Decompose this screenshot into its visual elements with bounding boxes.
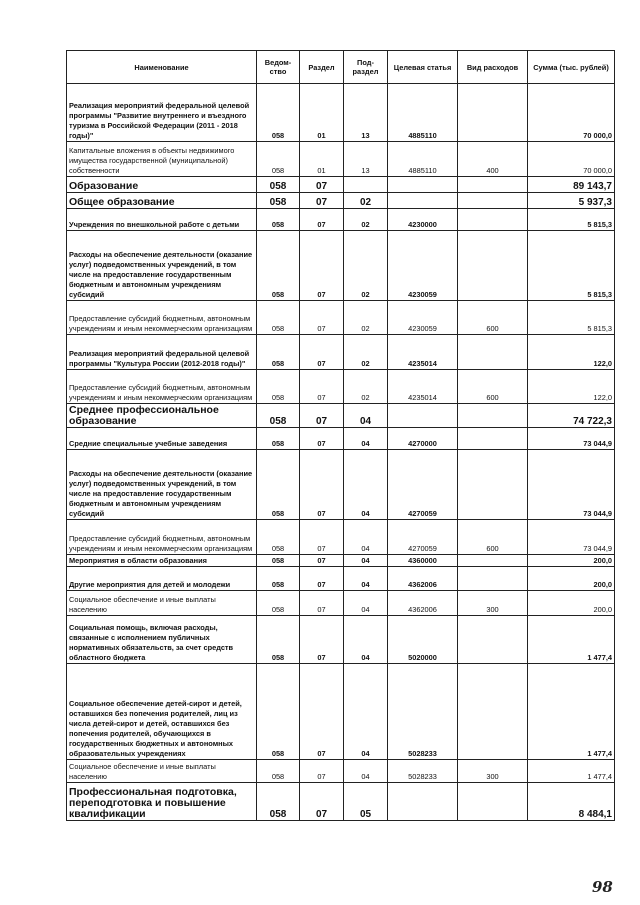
row-podrazdel-cell: 02 bbox=[344, 193, 388, 209]
row-vedomstvo-cell: 058 bbox=[257, 555, 300, 567]
row-vid-cell: 300 bbox=[458, 760, 528, 783]
row-vedomstvo-cell: 058 bbox=[257, 335, 300, 370]
row-razdel-cell: 01 bbox=[300, 84, 344, 142]
row-name-cell: Реализация мероприятий федеральной целевой программы "Развитие внутреннего и въездного туризма в Российской Федерации (2011 - 2018 годы)" bbox=[67, 84, 257, 142]
row-name-cell: Профессиональная подготовка, переподготовка и повышение квалификации bbox=[67, 783, 257, 821]
row-razdel-cell: 07 bbox=[300, 591, 344, 616]
row-summa-cell: 200,0 bbox=[528, 555, 615, 567]
row-summa-cell: 73 044,9 bbox=[528, 520, 615, 555]
row-podrazdel-cell: 04 bbox=[344, 616, 388, 664]
row-vedomstvo-cell: 058 bbox=[257, 520, 300, 555]
row-razdel-cell: 07 bbox=[300, 567, 344, 591]
row-tselevaya-cell bbox=[388, 177, 458, 193]
row-name-cell: Расходы на обеспечение деятельности (оказание услуг) подведомственных учреждений, в том числе на предоставление государственным бюджетным и автономным учреждениям субсидий bbox=[67, 231, 257, 301]
row-vid-cell bbox=[458, 404, 528, 428]
table-body bbox=[67, 84, 615, 821]
header-name: Наименование bbox=[67, 51, 257, 84]
table-row bbox=[67, 664, 615, 760]
table-row bbox=[67, 142, 615, 177]
row-razdel-cell: 07 bbox=[300, 231, 344, 301]
row-tselevaya-cell: 4885110 bbox=[388, 142, 458, 177]
row-vid-cell bbox=[458, 335, 528, 370]
row-summa-cell: 70 000,0 bbox=[528, 142, 615, 177]
row-tselevaya-cell: 4230059 bbox=[388, 301, 458, 335]
row-razdel-cell: 07 bbox=[300, 404, 344, 428]
row-razdel-cell: 07 bbox=[300, 177, 344, 193]
table-row bbox=[67, 567, 615, 591]
header-razdel: Раздел bbox=[300, 51, 344, 84]
row-summa-cell: 200,0 bbox=[528, 591, 615, 616]
row-summa-cell: 1 477,4 bbox=[528, 616, 615, 664]
row-tselevaya-cell bbox=[388, 783, 458, 821]
row-vid-cell bbox=[458, 193, 528, 209]
row-razdel-cell: 07 bbox=[300, 760, 344, 783]
table-row bbox=[67, 450, 615, 520]
table-row bbox=[67, 177, 615, 193]
row-vedomstvo-cell: 058 bbox=[257, 760, 300, 783]
row-vid-cell bbox=[458, 664, 528, 760]
row-razdel-cell: 07 bbox=[300, 193, 344, 209]
row-vedomstvo-cell: 058 bbox=[257, 450, 300, 520]
row-name-cell: Образование bbox=[67, 177, 257, 193]
row-summa-cell: 73 044,9 bbox=[528, 450, 615, 520]
row-vedomstvo-cell: 058 bbox=[257, 428, 300, 450]
row-summa-cell: 5 815,3 bbox=[528, 301, 615, 335]
row-name-cell: Общее образование bbox=[67, 193, 257, 209]
row-razdel-cell: 01 bbox=[300, 142, 344, 177]
row-vedomstvo-cell: 058 bbox=[257, 301, 300, 335]
row-summa-cell: 1 477,4 bbox=[528, 664, 615, 760]
row-name-cell: Социальное обеспечение и иные выплаты населению bbox=[67, 591, 257, 616]
row-tselevaya-cell: 4230059 bbox=[388, 231, 458, 301]
row-summa-cell: 5 815,3 bbox=[528, 231, 615, 301]
row-tselevaya-cell: 4362006 bbox=[388, 591, 458, 616]
row-vid-cell bbox=[458, 84, 528, 142]
row-razdel-cell: 07 bbox=[300, 664, 344, 760]
row-tselevaya-cell: 4270059 bbox=[388, 520, 458, 555]
row-tselevaya-cell: 4885110 bbox=[388, 84, 458, 142]
row-vedomstvo-cell: 058 bbox=[257, 370, 300, 404]
row-summa-cell: 70 000,0 bbox=[528, 84, 615, 142]
table-row bbox=[67, 404, 615, 428]
row-vedomstvo-cell: 058 bbox=[257, 209, 300, 231]
row-name-cell: Капитальные вложения в объекты недвижимого имущества государственной (муниципальной) собственности bbox=[67, 142, 257, 177]
row-name-cell: Предоставление субсидий бюджетным, автономным учреждениям и иным некоммерческим организациям bbox=[67, 520, 257, 555]
row-vedomstvo-cell: 058 bbox=[257, 783, 300, 821]
header-tselevaya: Целевая статья bbox=[388, 51, 458, 84]
budget-table bbox=[66, 50, 615, 821]
table-row bbox=[67, 301, 615, 335]
row-razdel-cell: 07 bbox=[300, 209, 344, 231]
row-name-cell: Мероприятия в области образования bbox=[67, 555, 257, 567]
row-name-cell: Другие мероприятия для детей и молодежи bbox=[67, 567, 257, 591]
table-row bbox=[67, 335, 615, 370]
row-podrazdel-cell: 02 bbox=[344, 231, 388, 301]
row-razdel-cell: 07 bbox=[300, 555, 344, 567]
row-vid-cell bbox=[458, 209, 528, 231]
row-podrazdel-cell: 04 bbox=[344, 450, 388, 520]
row-razdel-cell: 07 bbox=[300, 301, 344, 335]
row-tselevaya-cell: 4235014 bbox=[388, 370, 458, 404]
row-podrazdel-cell: 05 bbox=[344, 783, 388, 821]
row-podrazdel-cell: 02 bbox=[344, 301, 388, 335]
table-row bbox=[67, 428, 615, 450]
row-vedomstvo-cell: 058 bbox=[257, 177, 300, 193]
row-vedomstvo-cell: 058 bbox=[257, 231, 300, 301]
table-row bbox=[67, 209, 615, 231]
row-summa-cell: 89 143,7 bbox=[528, 177, 615, 193]
row-name-cell: Учреждения по внешкольной работе с детьми bbox=[67, 209, 257, 231]
row-podrazdel-cell: 04 bbox=[344, 404, 388, 428]
page-number: 98 bbox=[592, 878, 613, 896]
row-summa-cell: 1 477,4 bbox=[528, 760, 615, 783]
row-tselevaya-cell: 4235014 bbox=[388, 335, 458, 370]
row-summa-cell: 5 937,3 bbox=[528, 193, 615, 209]
row-name-cell: Средние специальные учебные заведения bbox=[67, 428, 257, 450]
row-tselevaya-cell: 5028233 bbox=[388, 664, 458, 760]
row-vedomstvo-cell: 058 bbox=[257, 404, 300, 428]
row-vid-cell: 600 bbox=[458, 301, 528, 335]
row-tselevaya-cell: 4362006 bbox=[388, 567, 458, 591]
row-summa-cell: 5 815,3 bbox=[528, 209, 615, 231]
row-name-cell: Расходы на обеспечение деятельности (оказание услуг) подведомственных учреждений, в том числе на предоставление государственным бюджетным и автономным учреждениям субсидий bbox=[67, 450, 257, 520]
row-podrazdel-cell: 04 bbox=[344, 428, 388, 450]
row-razdel-cell: 07 bbox=[300, 520, 344, 555]
row-name-cell: Социальное обеспечение детей-сирот и детей, оставшихся без попечения родителей, лиц из числа детей-сирот и детей, оставшихся без попечения родителей, обучающихся в государственных бюджетных и автономных образовательных учреждениях bbox=[67, 664, 257, 760]
row-vid-cell bbox=[458, 555, 528, 567]
row-vedomstvo-cell: 058 bbox=[257, 616, 300, 664]
row-razdel-cell: 07 bbox=[300, 616, 344, 664]
row-podrazdel-cell: 13 bbox=[344, 142, 388, 177]
row-vid-cell bbox=[458, 428, 528, 450]
row-vid-cell bbox=[458, 783, 528, 821]
row-summa-cell: 8 484,1 bbox=[528, 783, 615, 821]
row-podrazdel-cell: 04 bbox=[344, 567, 388, 591]
row-vid-cell: 600 bbox=[458, 520, 528, 555]
table-row bbox=[67, 783, 615, 821]
row-tselevaya-cell: 5028233 bbox=[388, 760, 458, 783]
row-vid-cell bbox=[458, 616, 528, 664]
row-tselevaya-cell: 4270059 bbox=[388, 450, 458, 520]
header-vedomstvo: Ведом-ство bbox=[257, 51, 300, 84]
row-tselevaya-cell bbox=[388, 404, 458, 428]
row-vid-cell bbox=[458, 567, 528, 591]
header-summa: Сумма (тыс. рублей) bbox=[528, 51, 615, 84]
row-podrazdel-cell: 04 bbox=[344, 555, 388, 567]
row-summa-cell: 122,0 bbox=[528, 370, 615, 404]
row-razdel-cell: 07 bbox=[300, 783, 344, 821]
row-podrazdel-cell bbox=[344, 177, 388, 193]
row-vid-cell bbox=[458, 231, 528, 301]
header-podrazdel: Под-раздел bbox=[344, 51, 388, 84]
table-row bbox=[67, 555, 615, 567]
row-tselevaya-cell: 5020000 bbox=[388, 616, 458, 664]
row-vid-cell: 300 bbox=[458, 591, 528, 616]
row-name-cell: Социальное обеспечение и иные выплаты населению bbox=[67, 760, 257, 783]
table-row bbox=[67, 231, 615, 301]
row-vedomstvo-cell: 058 bbox=[257, 591, 300, 616]
table-row bbox=[67, 616, 615, 664]
row-name-cell: Предоставление субсидий бюджетным, автономным учреждениям и иным некоммерческим организациям bbox=[67, 301, 257, 335]
row-vid-cell bbox=[458, 177, 528, 193]
row-tselevaya-cell: 4270000 bbox=[388, 428, 458, 450]
table-row bbox=[67, 84, 615, 142]
row-vedomstvo-cell: 058 bbox=[257, 193, 300, 209]
row-name-cell: Социальная помощь, включая расходы, связанные с исполнением публичных нормативных обязательств, за счет средств областного бюджета bbox=[67, 616, 257, 664]
row-podrazdel-cell: 04 bbox=[344, 664, 388, 760]
row-podrazdel-cell: 04 bbox=[344, 520, 388, 555]
row-podrazdel-cell: 02 bbox=[344, 209, 388, 231]
row-razdel-cell: 07 bbox=[300, 370, 344, 404]
header-vid: Вид расходов bbox=[458, 51, 528, 84]
row-podrazdel-cell: 13 bbox=[344, 84, 388, 142]
row-name-cell: Предоставление субсидий бюджетным, автономным учреждениям и иным некоммерческим организациям bbox=[67, 370, 257, 404]
table-row bbox=[67, 193, 615, 209]
table-row bbox=[67, 760, 615, 783]
header-row bbox=[67, 51, 615, 84]
row-vedomstvo-cell: 058 bbox=[257, 142, 300, 177]
row-podrazdel-cell: 02 bbox=[344, 370, 388, 404]
row-podrazdel-cell: 04 bbox=[344, 760, 388, 783]
row-tselevaya-cell: 4230000 bbox=[388, 209, 458, 231]
row-vedomstvo-cell: 058 bbox=[257, 84, 300, 142]
row-tselevaya-cell: 4360000 bbox=[388, 555, 458, 567]
row-tselevaya-cell bbox=[388, 193, 458, 209]
table-row bbox=[67, 591, 615, 616]
table-row bbox=[67, 520, 615, 555]
row-podrazdel-cell: 02 bbox=[344, 335, 388, 370]
row-name-cell: Среднее профессиональное образование bbox=[67, 404, 257, 428]
row-razdel-cell: 07 bbox=[300, 428, 344, 450]
row-razdel-cell: 07 bbox=[300, 335, 344, 370]
row-summa-cell: 74 722,3 bbox=[528, 404, 615, 428]
row-vid-cell: 600 bbox=[458, 370, 528, 404]
table-row bbox=[67, 370, 615, 404]
row-vid-cell: 400 bbox=[458, 142, 528, 177]
row-vedomstvo-cell: 058 bbox=[257, 664, 300, 760]
row-vedomstvo-cell: 058 bbox=[257, 567, 300, 591]
row-podrazdel-cell: 04 bbox=[344, 591, 388, 616]
row-summa-cell: 122,0 bbox=[528, 335, 615, 370]
row-vid-cell bbox=[458, 450, 528, 520]
row-summa-cell: 73 044,9 bbox=[528, 428, 615, 450]
row-summa-cell: 200,0 bbox=[528, 567, 615, 591]
row-name-cell: Реализация мероприятий федеральной целевой программы "Культура России (2012-2018 годы)" bbox=[67, 335, 257, 370]
row-razdel-cell: 07 bbox=[300, 450, 344, 520]
